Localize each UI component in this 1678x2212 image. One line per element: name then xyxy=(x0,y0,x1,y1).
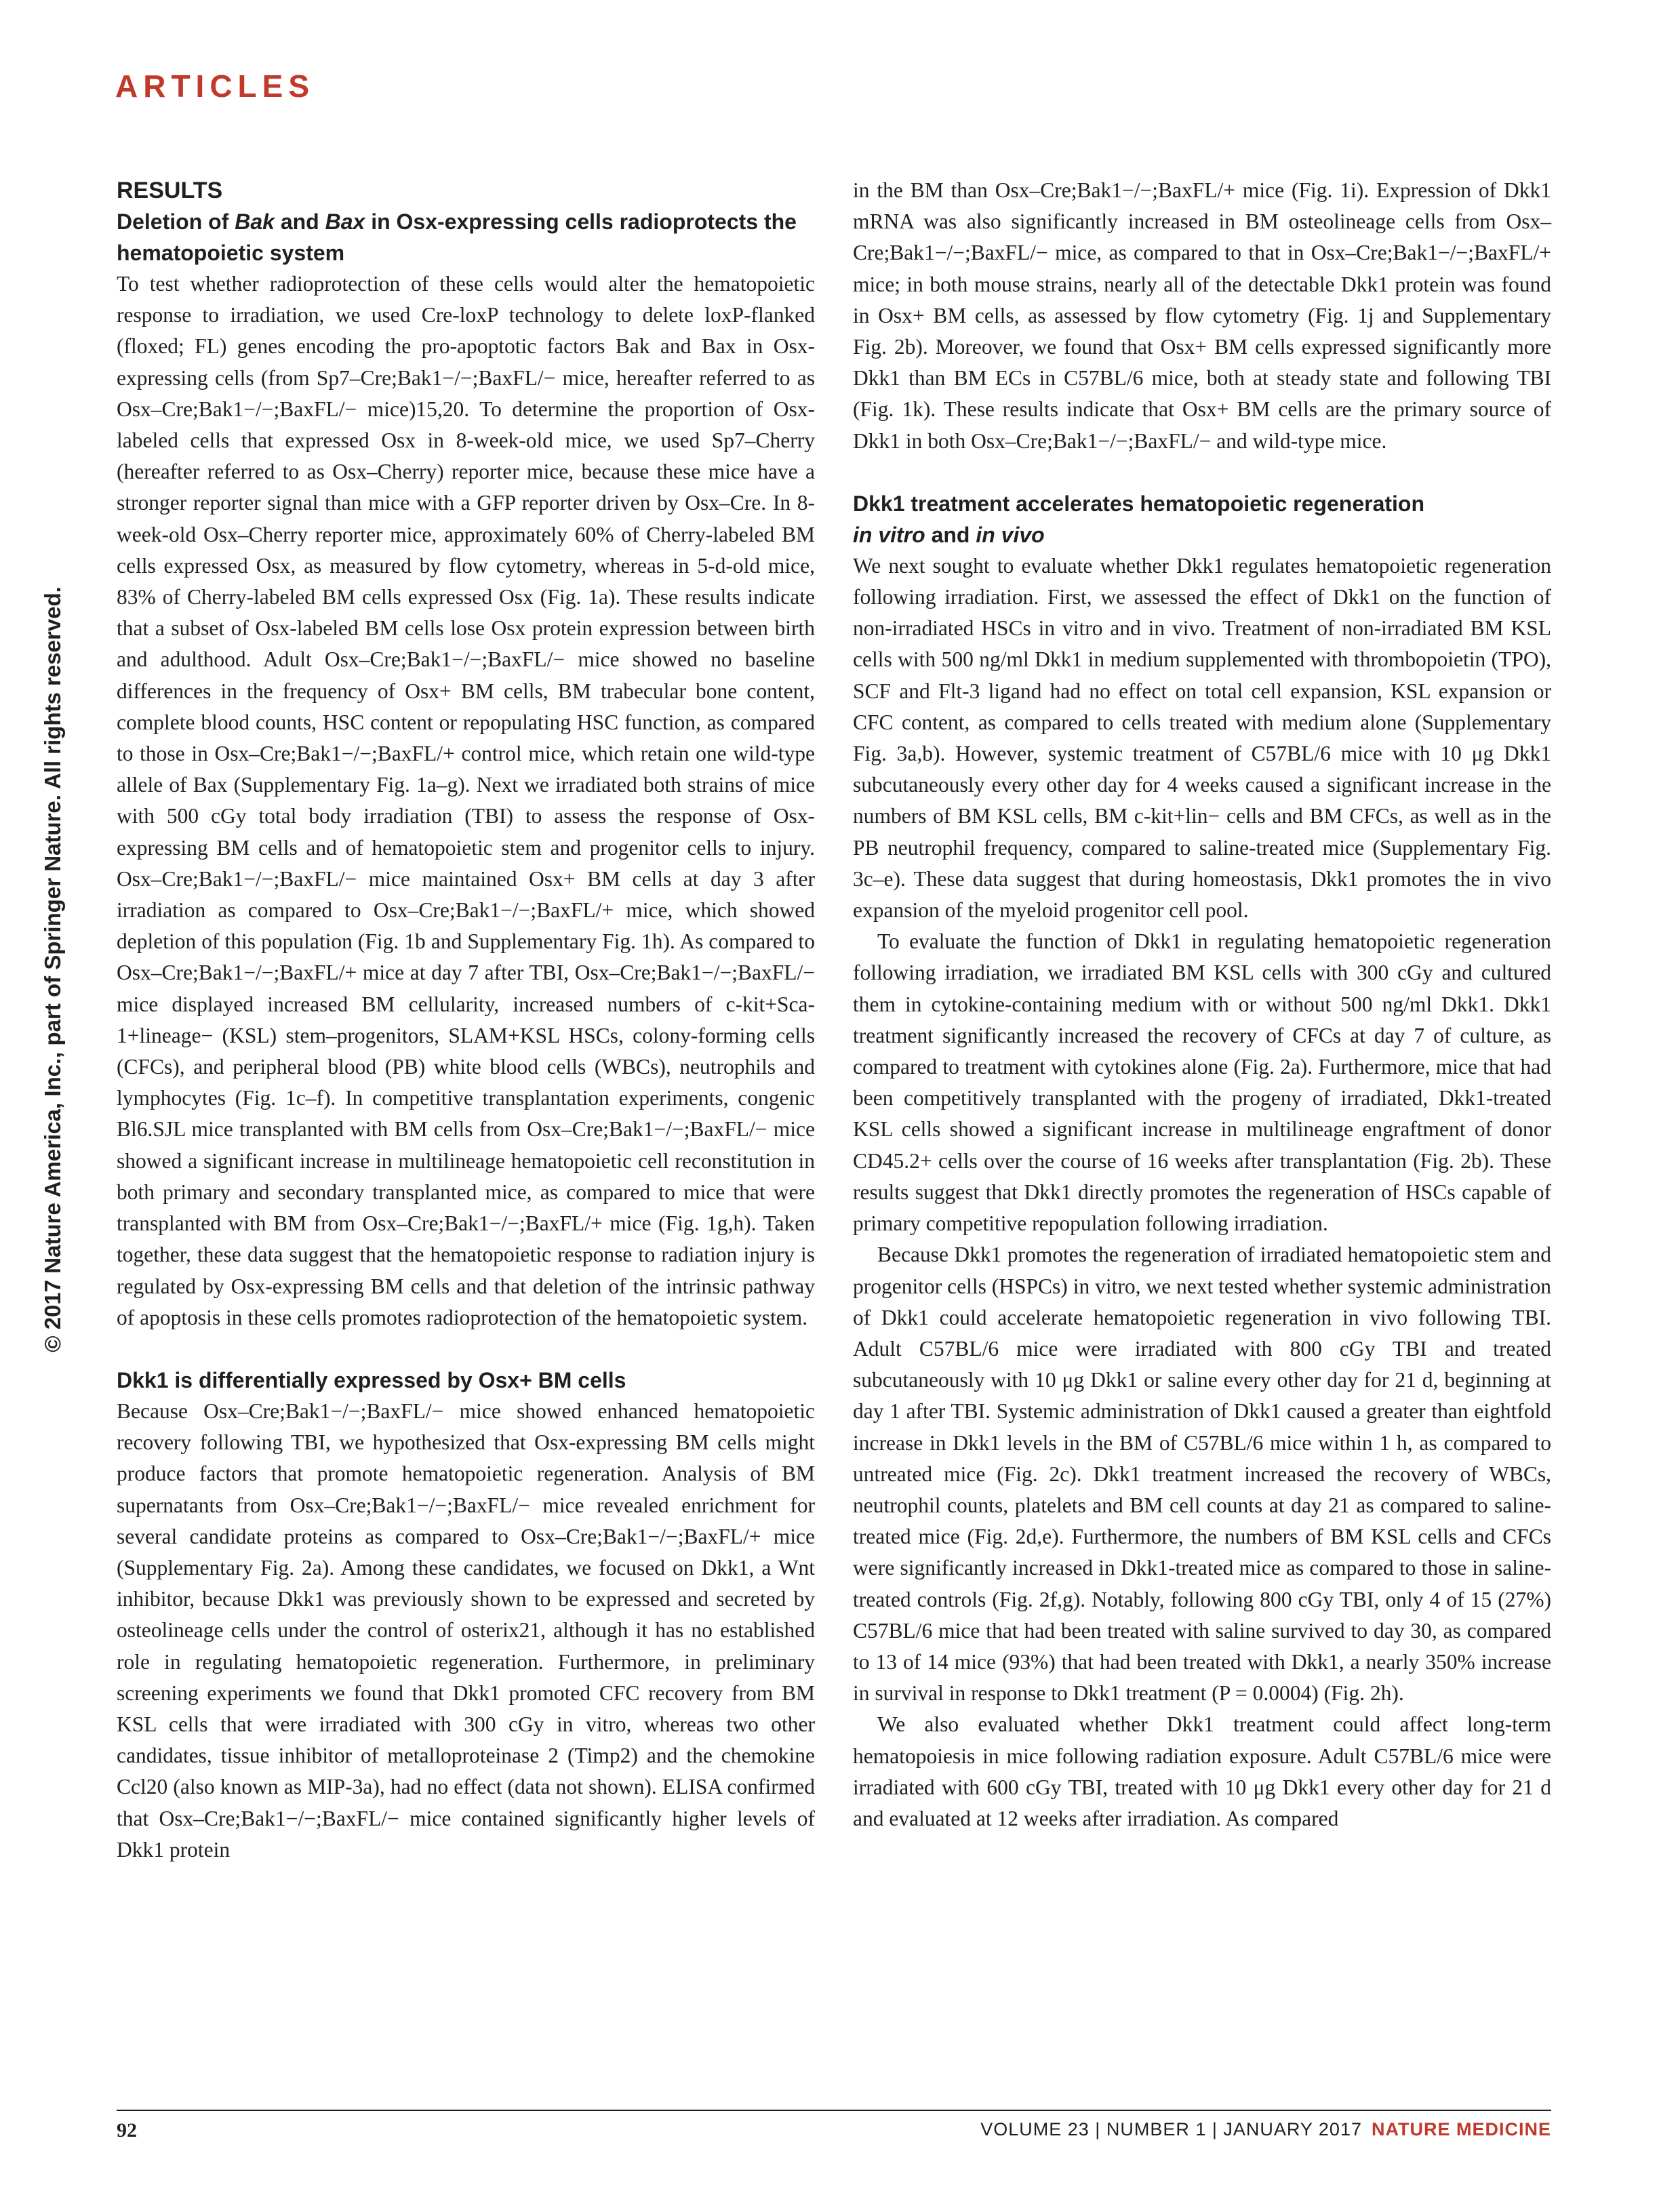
copyright-sidebar xyxy=(33,407,73,1532)
section3-heading xyxy=(853,488,1551,550)
right-column xyxy=(853,175,1551,1834)
section3-paragraph3: Because Dkk1 promotes the regeneration of irradiated hematopoietic stem and progenitor cells (HSPCs) in vitro, we next tested whether systemic administration of Dkk1 could accelerate hematopoietic regeneration in vivo following TBI. Adult C57BL/6 mice were irradiated with 800 cGy TBI and treated subcutaneously with 10 μg Dkk1 or saline every other day for 21 d, beginning at day 1 after TBI. Systemic administration of Dkk1 caused a greater than eightfold increase in Dkk1 levels in the BM of C57BL/6 mice within 1 h, as compared to untreated mice (Fig. 2c). Dkk1 treatment increased the recovery of WBCs, neutrophil counts, platelets and BM cell counts at day 21 as compared to saline-treated mice (Fig. 2d,e). Furthermore, the numbers of BM KSL cells and CFCs were significantly increased in Dkk1-treated mice as compared to those in saline-treated controls (Fig. 2f,g). Notably, following 800 cGy TBI, only 4 of 15 (27%) C57BL/6 mice that had been treated with saline survived to day 30, as compared to 13 of 14 mice (93%) that had been treated with Dkk1, a nearly 350% increase in survival in response to Dkk1 treatment (P = 0.0004) (Fig. 2h). xyxy=(853,1243,1551,1706)
section3-paragraph4: We also evaluated whether Dkk1 treatment could affect long-term hematopoiesis in mice following radiation exposure. Adult C57BL/6 mice were irradiated with 600 cGy TBI, treated with 10 μg Dkk1 every other day for 21 d and evaluated at 12 weeks after irradiation. As compared xyxy=(853,1712,1551,1830)
section1-heading-bak: Bak xyxy=(235,209,275,234)
section-header: ARTICLES xyxy=(115,68,315,104)
section2-heading: Dkk1 is differentially expressed by Osx+ BM cells xyxy=(117,1367,626,1392)
section3-heading-in-vivo: in vivo xyxy=(976,522,1045,547)
section1-heading-part1: Deletion of xyxy=(117,209,235,234)
left-column xyxy=(117,175,815,1866)
section3-paragraph1: We next sought to evaluate whether Dkk1 regulates hematopoietic regeneration following irradiation. First, we assessed the effect of Dkk1 on the function of non-irradiated HSCs in vitro and in vivo. Treatment of non-irradiated BM KSL cells with 500 ng/ml Dkk1 in medium supplemented with thrombopoietin (TPO), SCF and Flt-3 ligand had no effect on total cell expansion, KSL expansion or CFC content, as compared to cells treated with medium alone (Supplementary Fig. 3a,b). However, systemic treatment of C57BL/6 mice with 10 μg Dkk1 subcutaneously every other day for 4 weeks caused a significant increase in the numbers of BM KSL cells, BM c-kit+lin− cells and BM CFCs, as well as in the PB neutrophil frequency, compared to saline-treated mice (Supplementary Fig. 3c–e). These data suggest that during homeostasis, Dkk1 promotes the in vivo expansion of the myeloid progenitor cell pool. xyxy=(853,553,1551,923)
page-number: 92 xyxy=(117,2119,137,2141)
journal-name: NATURE MEDICINE xyxy=(1371,2119,1551,2139)
section1-heading-bax: Bax xyxy=(325,209,365,234)
results-title: RESULTS xyxy=(117,178,223,203)
section1-heading-part2: in Osx-expressing cells radioprotects the hematopoietic system xyxy=(117,209,797,265)
section1-heading-and: and xyxy=(274,209,325,234)
section3-heading-line1: Dkk1 treatment accelerates hematopoietic regeneration xyxy=(853,491,1424,516)
section3-heading-and: and xyxy=(925,522,976,547)
section1-heading xyxy=(117,206,815,268)
copyright-text: © 2017 Nature America, Inc., part of Springer Nature. All rights reserved. xyxy=(40,586,65,1352)
footer-rule xyxy=(117,2110,1551,2111)
section1-paragraph: To test whether radioprotection of these cells would alter the hematopoietic response to irradiation, we used Cre-loxP technology to delete loxP-flanked (floxed; FL) genes encoding the pro-apoptotic factors Bak and Bax in Osx-expressing cells (from Sp7–Cre;Bak1−/−;BaxFL/− mice, hereafter referred to as Osx–Cre;Bak1−/−;BaxFL/− mice)15,20. To determine the proportion of Osx-labeled cells that expressed Osx in 8-week-old mice, we used Sp7–Cherry (hereafter referred to as Osx–Cherry) reporter mice, because these mice have a stronger reporter signal than mice with a GFP reporter driven by Osx–Cre. In 8-week-old Osx–Cherry reporter mice, approximately 60% of Cherry-labeled BM cells expressed Osx, as measured by flow cytometry, whereas in 5-d-old mice, 83% of Cherry-labeled BM cells expressed Osx (Fig. 1a). These results indicate that a subset of Osx-labeled BM cells lose Osx protein expression between birth and adulthood. Adult Osx–Cre;Bak1−/−;BaxFL/− mice showed no baseline differences in the frequency of Osx+ BM cells, BM trabecular bone content, complete blood counts, HSC content or repopulating HSC function, as compared to those in Osx–Cre;Bak1−/−;BaxFL/+ control mice, which retain one wild-type allele of Bax (Supplementary Fig. 1a–g). Next we irradiated both strains of mice with 500 cGy total body irradiation (TBI) to assess the response of Osx-expressing BM cells and of hematopoietic stem and progenitor cells to injury. Osx–Cre;Bak1−/−;BaxFL/− mice maintained Osx+ BM cells at day 3 after irradiation as compared to Osx–Cre;Bak1−/−;BaxFL/+ mice, which showed depletion of this population (Fig. 1b and Supplementary Fig. 1h). As compared to Osx–Cre;Bak1−/−;BaxFL/+ mice at day 7 after TBI, Osx–Cre;Bak1−/−;BaxFL/− mice displayed increased BM cellularity, increased numbers of c-kit+Sca-1+lineage− (KSL) stem–progenitors, SLAM+KSL HSCs, colony-forming cells (CFCs), and peripheral blood (PB) white blood cells (WBCs), neutrophils and lymphocytes (Fig. 1c–f). In competitive transplantation experiments, congenic Bl6.SJL mice transplanted with BM cells from Osx–Cre;Bak1−/−;BaxFL/− mice showed a significant increase in multilineage hematopoietic cell reconstitution in both primary and secondary transplanted mice, as compared to mice that were transplanted with BM from Osx–Cre;Bak1−/−;BaxFL/+ mice (Fig. 1g,h). Taken together, these data suggest that the hematopoietic response to radiation injury is regulated by Osx-expressing BM cells and that deletion of the intrinsic pathway of apoptosis in these cells promotes radioprotection of the hematopoietic system. xyxy=(117,272,815,1329)
issue-info: VOLUME 23 | NUMBER 1 | JANUARY 2017 xyxy=(980,2119,1362,2139)
section3-paragraph2: To evaluate the function of Dkk1 in regulating hematopoietic regeneration following irradiation, we irradiated BM KSL cells with 300 cGy and cultured them in cytokine-containing medium with or without 500 ng/ml Dkk1. Dkk1 treatment significantly increased the recovery of CFCs at day 7 of culture, as compared to treatment with cytokines alone (Fig. 2a). Furthermore, mice that had been competitively transplanted with the progeny of irradiated, Dkk1-treated KSL cells showed a significant increase in multilineage engraftment of donor CD45.2+ cells over the course of 16 weeks after transplantation (Fig. 2b). These results suggest that Dkk1 directly promotes the regeneration of HSCs capable of primary competitive repopulation following irradiation. xyxy=(853,929,1551,1236)
section3-heading-in-vitro: in vitro xyxy=(853,522,925,547)
section2-paragraph: Because Osx–Cre;Bak1−/−;BaxFL/− mice showed enhanced hematopoietic recovery following TBI, we hypothesized that Osx-expressing BM cells might produce factors that promote hematopoietic regeneration. Analysis of BM supernatants from Osx–Cre;Bak1−/−;BaxFL/− mice revealed enrichment for several candidate proteins as compared to Osx–Cre;Bak1−/−;BaxFL/+ mice (Supplementary Fig. 2a). Among these candidates, we focused on Dkk1, a Wnt inhibitor, because Dkk1 was previously shown to be expressed and secreted by osteolineage cells under the control of osterix21, although it has no established role in regulating hematopoietic regeneration. Furthermore, in preliminary screening experiments we found that Dkk1 promoted CFC recovery from BM KSL cells that were irradiated with 300 cGy in vitro, whereas two other candidates, tissue inhibitor of metalloproteinase 2 (Timp2) and the chemokine Ccl20 (also known as MIP-3a), had no effect (data not shown). ELISA confirmed that Osx–Cre;Bak1−/−;BaxFL/− mice contained significantly higher levels of Dkk1 protein xyxy=(117,1399,815,1862)
footer-citation xyxy=(980,2119,1551,2140)
continued-paragraph: in the BM than Osx–Cre;Bak1−/−;BaxFL/+ mice (Fig. 1i). Expression of Dkk1 mRNA was also significantly increased in BM osteolineage cells from Osx–Cre;Bak1−/−;BaxFL/− mice, as compared to that in Osx–Cre;Bak1−/−;BaxFL/+ mice; in both mouse strains, nearly all of the detectable Dkk1 protein was found in Osx+ BM cells, as assessed by flow cytometry (Fig. 1j and Supplementary Fig. 2b). Moreover, we found that Osx+ BM cells expressed significantly more Dkk1 than BM ECs in C57BL/6 mice, both at steady state and following TBI (Fig. 1k). These results indicate that Osx+ BM cells are the primary source of Dkk1 in both Osx–Cre;Bak1−/−;BaxFL/− and wild-type mice. xyxy=(853,178,1551,453)
